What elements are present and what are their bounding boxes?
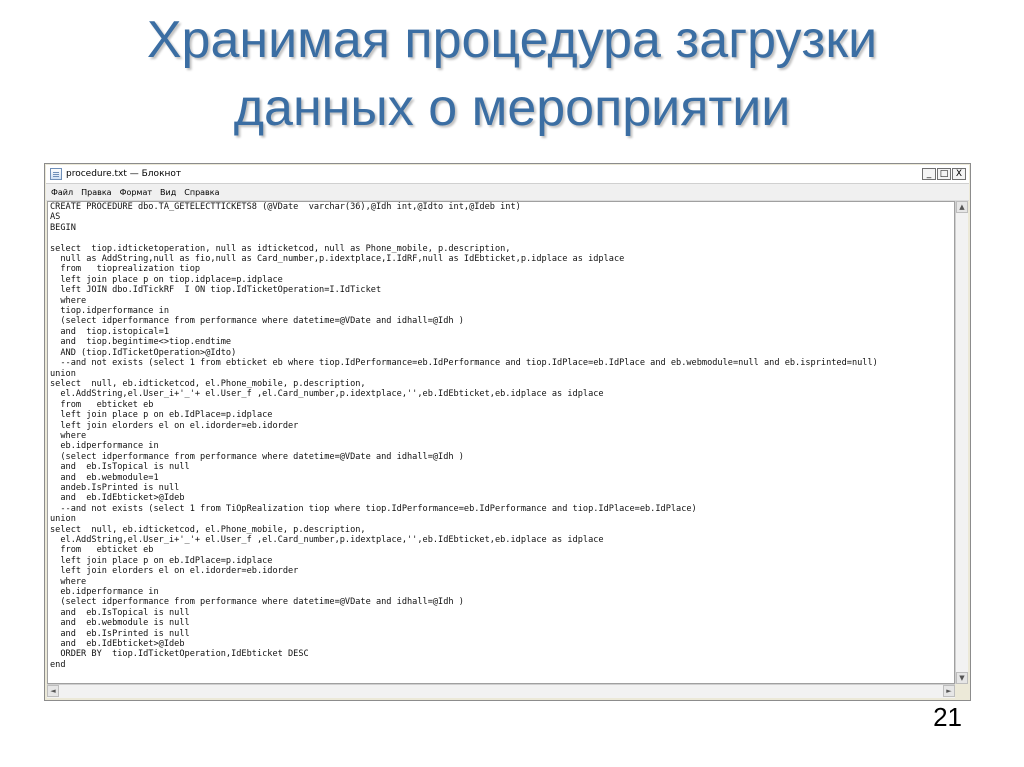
code-line: --and not exists (select 1 from ebticket eb where tiop.IdPerformance=eb.IdPerformance and tiop.IdPlace=eb.IdPlace and eb.webmodule=null and eb.isprinted=null) [50, 358, 878, 369]
code-line: union [50, 368, 76, 379]
code-line: and eb.webmodule=1 [50, 472, 159, 483]
editor-content[interactable] [48, 202, 954, 670]
code-line: select null, eb.idticketcod, el.Phone_mobile, p.description, [50, 378, 366, 389]
code-line: and tiop.istopical=1 [50, 326, 169, 337]
code-line [50, 233, 954, 243]
slide-title-line-2: данных о мероприятии [233, 79, 791, 137]
code-line: el.AddString,el.User_i+'_'+ el.User_f ,el.Card_number,p.idextplace,'',eb.IdEbticket,eb.idplace as idplace [50, 389, 604, 400]
scroll-up-icon[interactable]: ▲ [956, 201, 968, 213]
code-line: and eb.IsPrinted is null [50, 628, 190, 639]
vertical-scrollbar[interactable] [955, 201, 968, 684]
notepad-icon [50, 168, 62, 180]
code-line: union [50, 514, 76, 525]
code-line: tiop.idperformance in [50, 306, 169, 317]
maximize-button[interactable]: □ [937, 168, 951, 180]
window-controls [922, 168, 966, 180]
code-line: and eb.IdEbticket>@Ideb [50, 639, 185, 650]
code-line: BEGIN [50, 222, 76, 233]
scroll-right-icon[interactable]: ► [943, 685, 955, 697]
code-line: select null, eb.idticketcod, el.Phone_mobile, p.description, [50, 524, 366, 535]
code-line: (select idperformance from performance where datetime=@VDate and idhall=@Idh ) [50, 316, 464, 327]
code-line: and eb.IsTopical is null [50, 607, 190, 618]
slide-title-line-1: Хранимая процедура загрузки [146, 11, 878, 69]
window-titlebar[interactable] [46, 165, 969, 184]
code-line: from tioprealization tiop [50, 264, 201, 275]
text-editor[interactable] [47, 201, 955, 684]
code-line: left join elorders el on el.idorder=eb.idorder [50, 420, 299, 431]
code-line: from ebticket eb [50, 399, 154, 410]
minimize-button[interactable]: _ [922, 168, 936, 180]
code-line: AND (tiop.IdTicketOperation>@Idto) [50, 347, 237, 358]
code-line: eb.idperformance in [50, 587, 159, 598]
slide-title [40, 6, 984, 142]
notepad-window [44, 163, 971, 701]
menu-file[interactable]: Файл [51, 187, 74, 197]
code-line: el.AddString,el.User_i+'_'+ el.User_f ,el.Card_number,p.idextplace,'',eb.IdEbticket,eb.idplace as idplace [50, 535, 604, 545]
code-line: and eb.webmodule is null [50, 618, 190, 629]
code-line: left join elorders el on el.idorder=eb.idorder [50, 566, 299, 577]
code-line: ORDER BY tiop.IdTicketOperation,IdEbticket DESC [50, 649, 309, 660]
menu-edit[interactable]: Правка [81, 187, 112, 197]
window-title: procedure.txt — Блокнот [66, 169, 182, 179]
code-line: eb.idperformance in [50, 441, 159, 452]
code-line: left join place p on eb.IdPlace=p.idplace [50, 555, 273, 566]
code-line: (select idperformance from performance where datetime=@VDate and idhall=@Idh ) [50, 597, 464, 608]
code-line: null as AddString,null as fio,null as Card_number,p.idextplace,I.IdRF,null as IdEbticket,p.idplace as idplace [50, 254, 625, 265]
code-line: where [50, 430, 87, 441]
size-grip[interactable] [955, 684, 968, 698]
code-line: andeb.IsPrinted is null [50, 482, 180, 493]
code-line: and eb.IsTopical is null [50, 462, 190, 473]
code-line: AS [50, 212, 61, 223]
menu-help[interactable]: Справка [184, 187, 220, 197]
code-line: left join place p on tiop.idplace=p.idplace [50, 274, 283, 285]
close-button[interactable]: X [952, 168, 966, 180]
code-line: (select idperformance from performance where datetime=@VDate and idhall=@Idh ) [50, 451, 464, 462]
code-line: where [50, 576, 87, 587]
code-line: and tiop.begintime<>tiop.endtime [50, 337, 232, 348]
code-line: end [50, 659, 66, 670]
menu-bar [46, 184, 969, 201]
code-line: select tiop.idticketoperation, null as idticketcod, null as Phone_mobile, p.description, [50, 243, 511, 254]
code-line: left JOIN dbo.IdTickRF I ON tiop.IdTicketOperation=I.IdTicket [50, 285, 382, 296]
scroll-down-icon[interactable]: ▼ [956, 672, 968, 684]
page-number: 21 [933, 702, 962, 732]
code-line: and eb.IdEbticket>@Ideb [50, 493, 185, 504]
code-line: left join place p on eb.IdPlace=p.idplace [50, 410, 273, 421]
scroll-left-icon[interactable]: ◄ [47, 685, 59, 697]
menu-view[interactable]: Вид [160, 187, 177, 197]
code-line: --and not exists (select 1 from TiOpRealization tiop where tiop.IdPerformance=eb.IdPerformance and tiop.IdPlace=eb.IdPlace) [50, 503, 697, 514]
menu-format[interactable]: Формат [119, 187, 153, 197]
horizontal-scrollbar[interactable] [47, 684, 955, 698]
code-line: where [50, 295, 87, 306]
code-line: CREATE PROCEDURE dbo.TA_GETELECTTICKETS8 (@VDate varchar(36),@Idh int,@Idto int,@Ideb int) [50, 202, 521, 212]
code-line: from ebticket eb [50, 545, 154, 556]
